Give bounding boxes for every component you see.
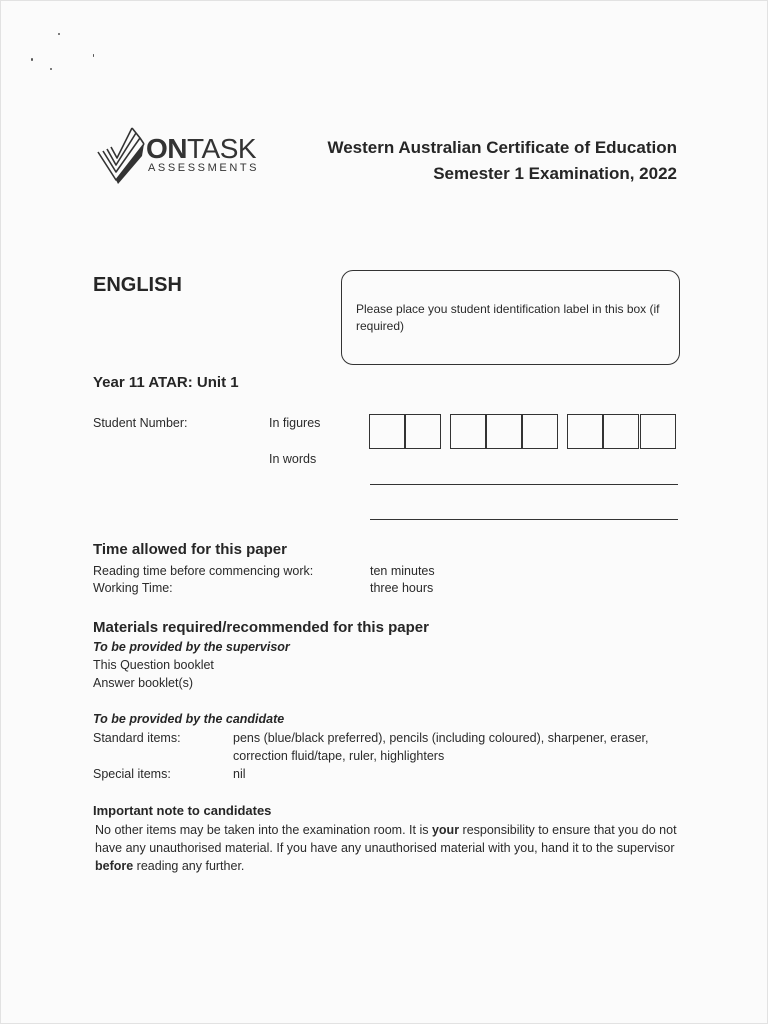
digit-box[interactable]	[522, 414, 558, 449]
id-box-instructions: Please place you student identification label in this box (if required)	[356, 302, 660, 333]
unit-heading: Year 11 ATAR: Unit 1	[93, 374, 239, 391]
materials-heading: Materials required/recommended for this paper	[93, 619, 429, 636]
certificate-title: Western Australian Certificate of Education	[327, 138, 677, 157]
digit-box[interactable]	[486, 414, 522, 449]
exam-title: Semester 1 Examination, 2022	[433, 164, 677, 183]
in-figures-label: In figures	[269, 416, 321, 430]
student-number-label: Student Number:	[93, 416, 188, 430]
standard-items-label: Standard items:	[93, 731, 181, 745]
standard-items-line1: pens (blue/black preferred), pencils (including coloured), sharpener, eraser,	[233, 731, 649, 745]
scan-speck	[93, 54, 94, 57]
working-time-value: three hours	[370, 581, 434, 595]
digit-box[interactable]	[369, 414, 405, 449]
in-words-label: In words	[269, 452, 317, 466]
logo-wordmark: ONTASK	[146, 133, 257, 164]
important-note-text: No other items may be taken into the examination room. It is your responsibility to ensure that you do not have any unauthorised material. If you have any unauthorised material with you, hand it to the supervisor before reading any further.	[95, 823, 677, 873]
scan-speck	[31, 58, 33, 61]
digit-box[interactable]	[567, 414, 603, 449]
book-stack-icon	[96, 124, 148, 184]
digit-box[interactable]	[405, 414, 441, 449]
special-items-label: Special items:	[93, 767, 171, 781]
logo-tagline: ASSESSMENTS	[148, 162, 260, 174]
special-items-value: nil	[233, 767, 246, 781]
in-words-line[interactable]	[370, 484, 678, 485]
candidate-heading: To be provided by the candidate	[93, 712, 285, 726]
scan-speck	[50, 68, 52, 70]
supervisor-heading: To be provided by the supervisor	[93, 640, 290, 654]
student-id-label-box[interactable]	[341, 270, 680, 365]
supervisor-item: This Question booklet	[93, 658, 214, 672]
working-time-label: Working Time:	[93, 581, 173, 595]
subject-heading: ENGLISH	[93, 274, 182, 296]
time-heading: Time allowed for this paper	[93, 541, 287, 558]
digit-box[interactable]	[603, 414, 639, 449]
reading-time-label: Reading time before commencing work:	[93, 564, 314, 578]
supervisor-item: Answer booklet(s)	[93, 676, 194, 690]
digit-box[interactable]	[450, 414, 486, 449]
standard-items-line2: correction fluid/tape, ruler, highlighters	[233, 749, 445, 763]
ontask-logo	[96, 124, 266, 184]
digit-box[interactable]	[640, 414, 676, 449]
reading-time-value: ten minutes	[370, 564, 435, 578]
in-words-line[interactable]	[370, 519, 678, 520]
scan-speck	[58, 33, 60, 35]
important-note-heading: Important note to candidates	[93, 803, 272, 818]
